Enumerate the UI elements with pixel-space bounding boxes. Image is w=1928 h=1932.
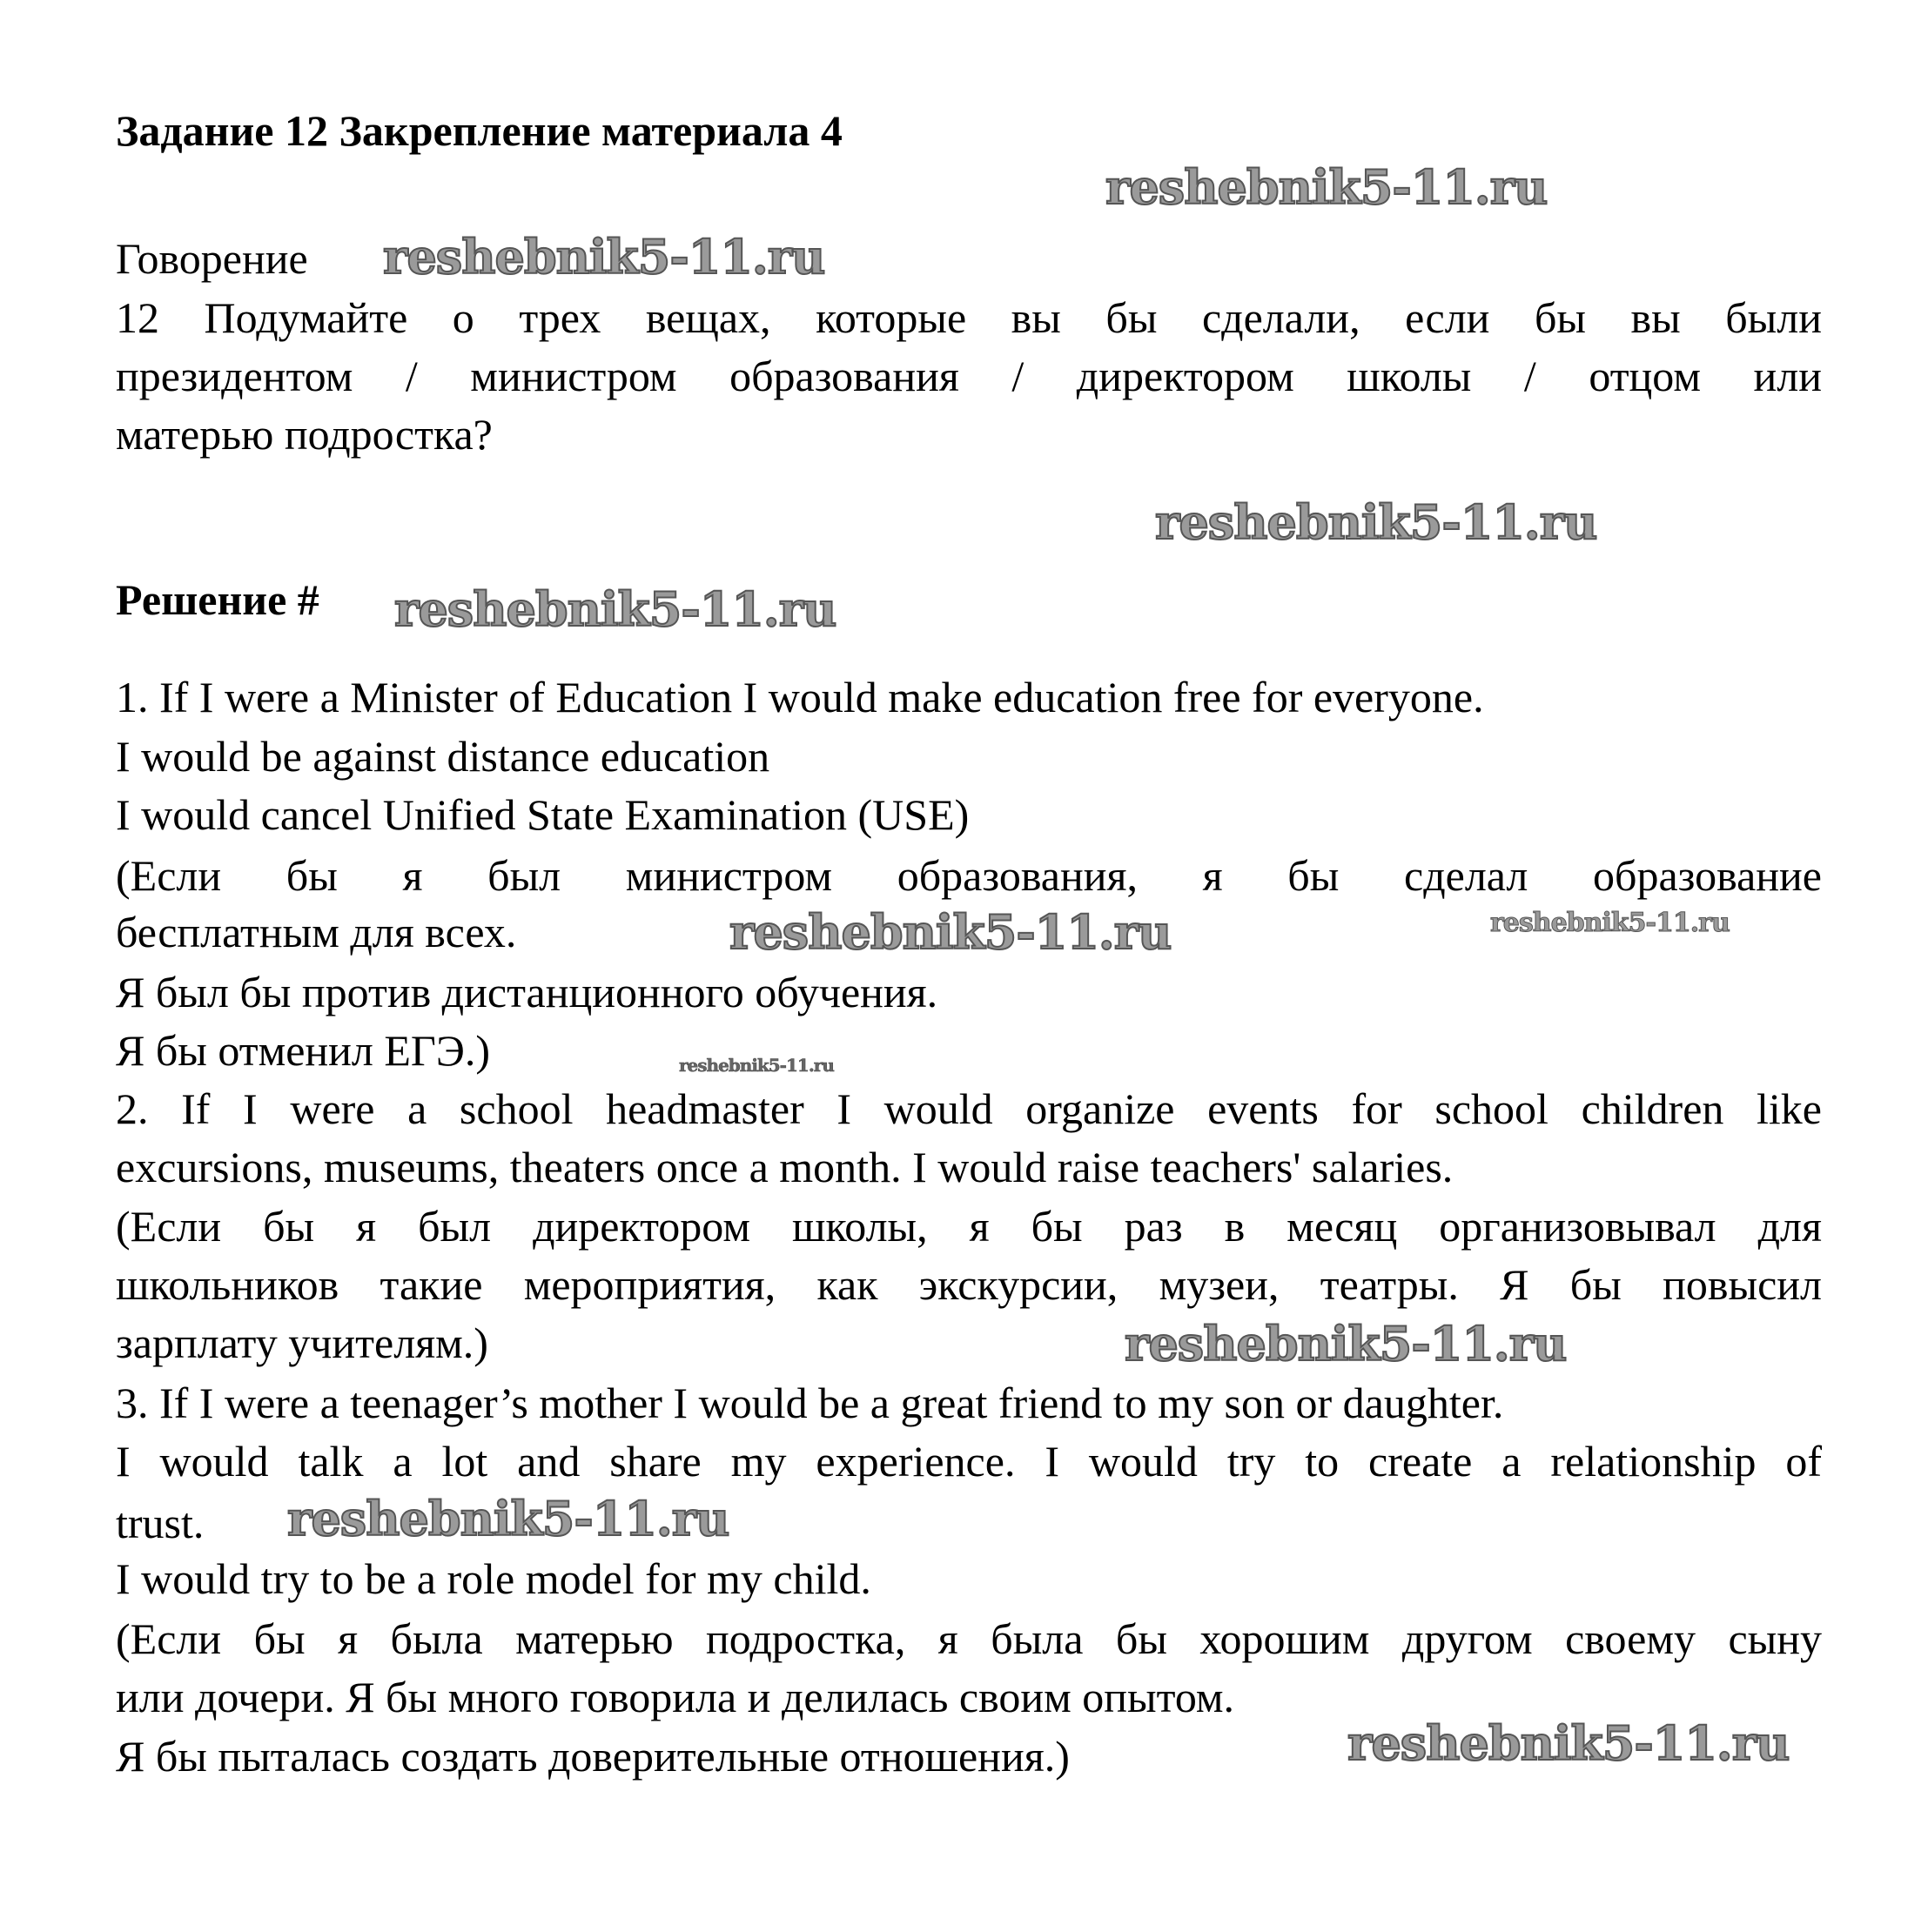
answer-line: I would try to be a role model for my child. [116, 1554, 871, 1603]
answer-line: (Если бы я был директором школы, я бы раз в месяц организовывал для [116, 1202, 1822, 1251]
watermark: reshebnik5-11.ru [1155, 494, 1597, 550]
answer-line: бесплатным для всех. [116, 908, 517, 956]
answer-line: Я был бы против дистанционного обучения. [116, 968, 938, 1016]
answer-line: Я бы пыталась создать доверительные отношения.) [116, 1732, 1070, 1781]
task-line: матерью подростка? [116, 410, 493, 459]
answer-line: trust. [116, 1499, 205, 1547]
solution-heading: Решение # [116, 575, 319, 624]
watermark: reshebnik5-11.ru [394, 581, 836, 637]
answer-line: (Если бы я был министром образования, я бы сделал образование [116, 851, 1822, 900]
task-line: 12 Подумайте о трех вещах, которые вы бы сделали, если бы вы были [116, 293, 1822, 342]
section-label: Говорение [116, 234, 308, 283]
watermark: reshebnik5-11.ru [1125, 1316, 1567, 1372]
answer-line: I would be against distance education [116, 732, 770, 781]
watermark: reshebnik5-11.ru [383, 229, 825, 285]
answer-line: школьников такие мероприятия, как экскурсии, музеи, театры. Я бы повысил [116, 1260, 1822, 1309]
watermark: reshebnik5-11.ru [729, 904, 1172, 960]
page-title: Задание 12 Закрепление материала 4 [116, 106, 843, 155]
watermark: reshebnik5-11.ru [1347, 1715, 1790, 1771]
answer-line: I would talk a lot and share my experience. I would try to create a relationship of [116, 1437, 1822, 1486]
answer-line: Я бы отменил ЕГЭ.) [116, 1026, 490, 1075]
answer-line: или дочери. Я бы много говорила и делилась своим опытом. [116, 1673, 1235, 1721]
watermark: reshebnik5-11.ru [1490, 908, 1730, 938]
answer-line: зарплату учителям.) [116, 1318, 488, 1367]
answer-line: I would cancel Unified State Examination (USE) [116, 790, 970, 839]
answer-line: 3. If I were a teenager’s mother I would be a great friend to my son or daughter. [116, 1379, 1504, 1427]
answer-line: 2. If I were a school headmaster I would organize events for school children like [116, 1084, 1822, 1133]
answer-line: (Если бы я была матерью подростка, я была бы хорошим другом своему сыну [116, 1614, 1822, 1663]
answer-line: excursions, museums, theaters once a month. I would raise teachers' salaries. [116, 1143, 1454, 1191]
task-line: президентом / министром образования / директором школы / отцом или [116, 352, 1822, 400]
answer-line: 1. If I were a Minister of Education I would make education free for everyone. [116, 673, 1484, 721]
watermark: reshebnik5-11.ru [679, 1055, 834, 1076]
watermark: reshebnik5-11.ru [1105, 159, 1548, 215]
watermark: reshebnik5-11.ru [287, 1491, 729, 1546]
